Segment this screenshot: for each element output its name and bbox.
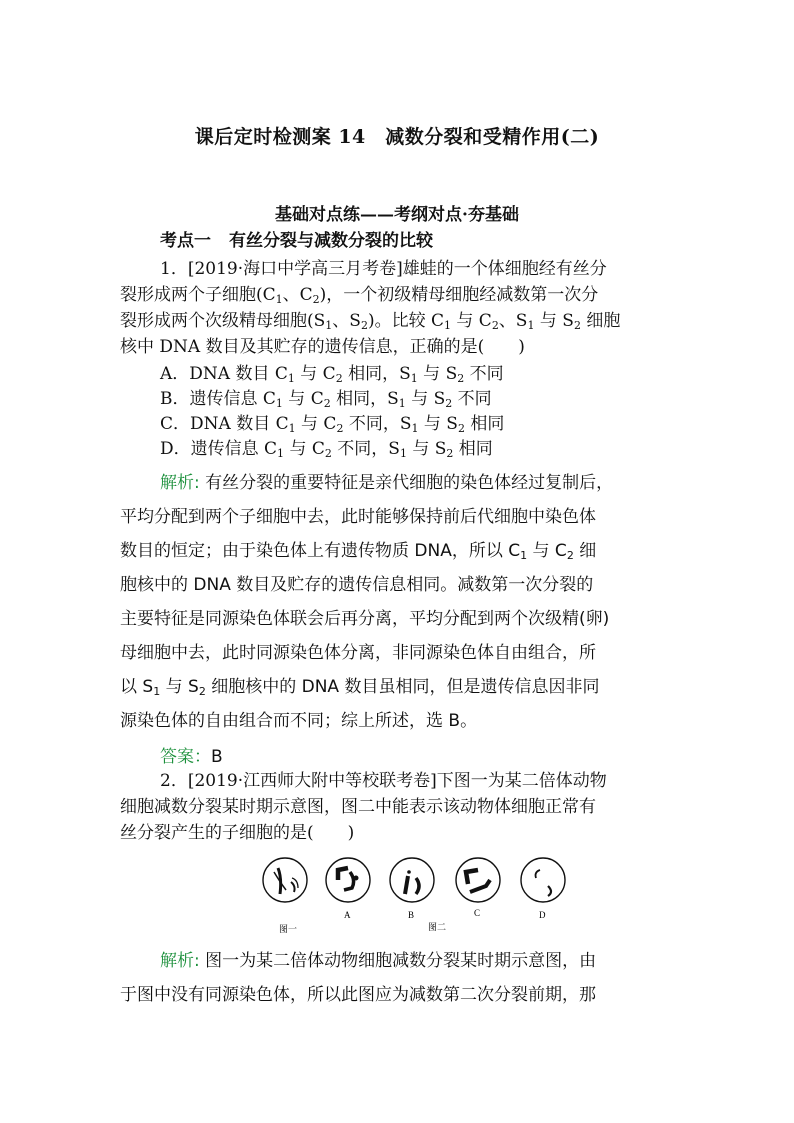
cell-division-figure	[258, 850, 578, 935]
q2-exp-line-2: 于图中没有同源染色体，所以此图应为减数第二次分裂前期，那	[120, 985, 596, 1005]
q1-line-4: 核中 DNA 数目及其贮存的遗传信息，正确的是( )	[120, 337, 525, 357]
cell-c	[456, 858, 500, 902]
question-2-explanation	[120, 944, 680, 1012]
label-c: C	[474, 908, 481, 918]
label-figure-2: 图二	[428, 922, 447, 932]
option-b: B．遗传信息 $C_1$ 与 $C_2$ 相同，$S_1$ 与 $S_2$ 不同	[160, 389, 492, 410]
label-figure-1: 图一	[279, 924, 298, 934]
section-heading: 基础对点练——考纲对点·夯基础	[275, 205, 519, 225]
topic-heading	[160, 226, 451, 251]
cell-a	[326, 858, 370, 902]
q2-exp-line-1: 解析: 图一为某二倍体动物细胞减数分裂某时期示意图，由	[160, 951, 597, 971]
q2-line-1: 2．[2019·江西师大附中等校联考卷]下图一为某二倍体动物	[160, 771, 607, 791]
label-d: D	[539, 910, 546, 920]
q1-exp-line-5: 主要特征是同源染色体联会后再分离，平均分配到两个次级精(卵)	[120, 609, 610, 629]
label-a: A	[344, 910, 351, 920]
question-1-explanation	[120, 466, 680, 738]
answer-value: B	[211, 747, 223, 767]
question-1-answer	[160, 742, 223, 767]
q1-exp-line-7: 以 $S_1$ 与 $S_2$ 细胞核中的 DNA 数目虽相同，但是遗传信息因非同	[120, 677, 600, 698]
explanation-label: 解析:	[160, 951, 200, 971]
q1-line-2: 裂形成两个子细胞($C_1$、$C_2$)，一个初级精母细胞经减数第一次分	[120, 285, 599, 306]
topic-name: 有丝分裂与减数分裂的比较	[229, 231, 433, 251]
q1-exp-line-2: 平均分配到两个子细胞中去，此时能够保持前后代细胞中染色体	[120, 507, 596, 527]
figure-1-cell	[263, 858, 307, 902]
q1-line-3: 裂形成两个次级精母细胞($S_1$、$S_2$)。比较 $C_1$ 与 $C_2$、$S_1$ 与 $S_2$ 细胞	[120, 311, 621, 332]
page-title: 课后定时检测案 14 减数分裂和受精作用(二)	[194, 126, 600, 148]
q1-exp-line-8: 源染色体的自由组合而不同；综上所述，选 B。	[120, 711, 478, 731]
question-2-stem	[120, 768, 680, 846]
topic-number: 考点一	[160, 231, 211, 251]
q1-exp-line-1: 解析: 有丝分裂的重要特征是亲代细胞的染色体经过复制后，	[160, 473, 614, 493]
option-c: C．DNA 数目 $C_1$ 与 $C_2$ 不同，$S_1$ 与 $S_2$ 相同	[160, 414, 505, 435]
cell-b	[390, 858, 434, 902]
answer-label: 答案：	[160, 747, 211, 767]
option-d: D．遗传信息 $C_1$ 与 $C_2$ 不同，$S_1$ 与 $S_2$ 相同	[160, 439, 493, 460]
q2-line-3: 丝分裂产生的子细胞的是( )	[120, 823, 355, 843]
option-a: A．DNA 数目 $C_1$ 与 $C_2$ 相同，$S_1$ 与 $S_2$ 不同	[160, 364, 504, 385]
q1-exp-line-3: 数目的恒定；由于染色体上有遗传物质 DNA，所以 $C_1$ 与 $C_2$ 细	[120, 541, 597, 562]
q1-exp-line-6: 母细胞中去，此时同源染色体分离，非同源染色体自由组合，所	[120, 643, 596, 663]
q2-line-2: 细胞减数分裂某时期示意图，图二中能表示该动物体细胞正常有	[120, 797, 596, 817]
question-1-options	[160, 362, 504, 462]
q1-line-1: 1．[2019·海口中学高三月考卷]雄蛙的一个体细胞经有丝分	[160, 259, 607, 279]
explanation-label: 解析:	[160, 473, 200, 493]
label-b: B	[408, 910, 415, 920]
cell-d	[521, 858, 565, 902]
question-1-stem	[120, 256, 680, 360]
q1-exp-line-4: 胞核中的 DNA 数目及贮存的遗传信息相同。减数第一次分裂的	[120, 575, 594, 595]
